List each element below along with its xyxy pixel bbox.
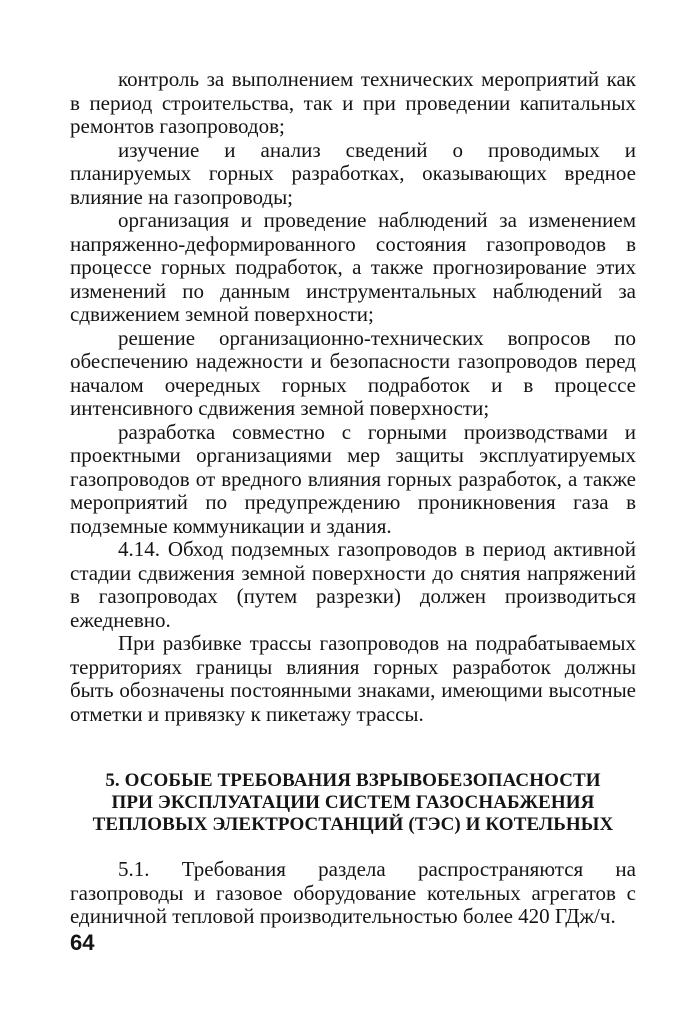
section-5-body — [70, 858, 636, 929]
paragraph-observations: организация и проведение наблюдений за изменением напряженно-деформированного состояния газопроводов в процессе горных подработок, а также прогнозирование этих изменений по данным инструментальных наблюдений за сдвижением земной поверхности; — [70, 208, 636, 326]
paragraph-5-1: 5.1. Требования раздела распространяются на газопроводы и газовое оборудование котельных агрегатов с единичной тепловой производительностью более 420 ГДж/ч. — [70, 857, 636, 928]
paragraph-route-marking: При разбивке трассы газопроводов на подрабатываемых территориях границы влияния горных разработок должны быть обозначены постоянными знаками, имеющими высотные отметки и привязку к пикетажу трассы. — [70, 631, 636, 726]
paragraph-decisions: решение организационно-технических вопросов по обеспечению надежности и безопасности газопроводов перед началом очередных горных подработок и в процессе интенсивного сдвижения земной поверхности; — [70, 325, 636, 420]
paragraph-protection-measures: разработка совместно с горными производствами и проектными организациями мер защиты эксплуатируемых газопроводов от вредного влияния горных разработок, а также мероприятий по предупреждению проникновения газа в подземные коммуникации и здания. — [70, 419, 636, 538]
page-body — [70, 68, 636, 929]
page-number: 64 — [70, 930, 95, 955]
section-5-heading — [70, 770, 636, 836]
paragraph-4-14: 4.14. Обход подземных газопроводов в период активной стадии сдвижения земной поверхности до снятия напряжений в газопроводах (путем разрезки) должен производиться ежедневно. — [70, 537, 636, 632]
section-heading-line-3: ТЕПЛОВЫХ ЭЛЕКТРОСТАНЦИЙ (ТЭС) И КОТЕЛЬНЫХ — [92, 814, 614, 835]
paragraph-study: изучение и анализ сведений о проводимых и планируемых горных разработках, оказывающих вредное влияние на газопроводы; — [70, 137, 636, 209]
section-heading-line-1: 5. ОСОБЫЕ ТРЕБОВАНИЯ ВЗРЫВОБЕЗОПАСНОСТИ — [105, 770, 601, 791]
paragraph-control: контроль за выполнением технических мероприятий как в период строительства, так и при проведении капитальных ремонтов газопроводов; — [70, 67, 636, 138]
section-heading-line-2: ПРИ ЭКСПЛУАТАЦИИ СИСТЕМ ГАЗОСНАБЖЕНИЯ — [111, 792, 595, 813]
